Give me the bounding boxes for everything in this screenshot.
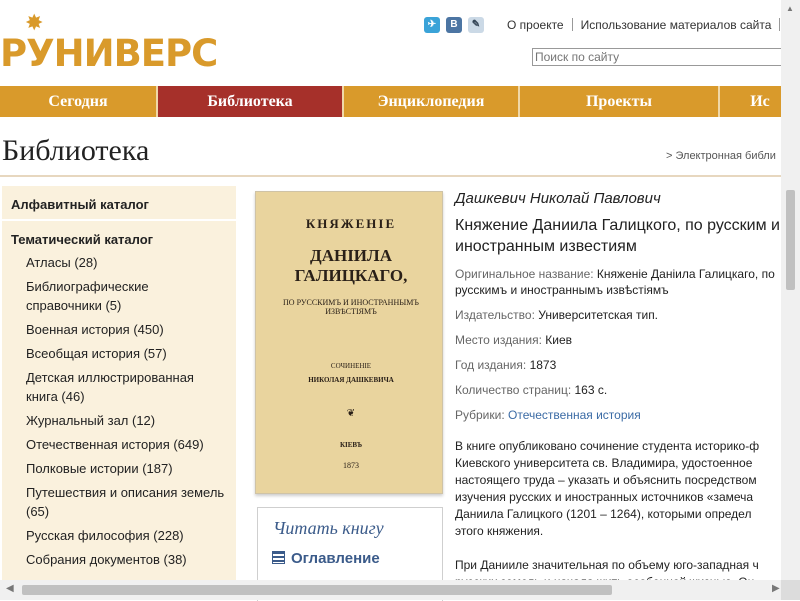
sidebar-item-russian-philosophy[interactable]: Русская философия (228) [26,528,184,543]
field-value: Университетская тип. [538,308,659,322]
sidebar-item-journal-hall[interactable]: Журнальный зал (12) [26,413,156,428]
scroll-thumb[interactable] [786,190,795,290]
field-label: Количество страниц: [455,383,572,397]
description-line: Киевского университета св. Владимира, удостоенное [455,456,753,470]
scrollbar-corner [781,580,800,600]
thematic-catalog-link[interactable]: Тематический каталог [11,232,154,247]
description-line: настоящего труда – указать и объяснить посредством [455,473,757,487]
alphabetical-catalog-link[interactable]: Алфавитный каталог [2,186,236,221]
year-row [455,357,785,373]
original-title-row [455,266,785,298]
description-line: Даниила Галицкого (1201 – 1264), которыми определ [455,507,752,521]
sidebar-item-documents[interactable]: Собрания документов (38) [26,552,187,567]
sidebar-item-regiment-histories[interactable]: Полковые истории (187) [26,461,173,476]
rubric-link[interactable]: Отечественная история [508,408,641,422]
nav-encyclopedia[interactable]: Энциклопедия [344,86,520,117]
sidebar-item-world-history[interactable]: Всеобщая история (57) [26,346,167,361]
book-description [455,438,785,591]
usage-link[interactable]: Использование материалов сайта [580,18,772,32]
description-line: этого княжения. [455,524,544,538]
book-cover-image[interactable] [255,191,443,494]
field-label: Рубрики: [455,408,505,422]
nav-projects[interactable]: Проекты [520,86,720,117]
sidebar-item-national-history[interactable]: Отечественная история (649) [26,437,204,452]
field-label: Оригинальное название: [455,267,594,281]
scroll-up-icon[interactable]: ▲ [786,4,794,13]
breadcrumb[interactable]: > Электронная библи [666,150,776,162]
book-info [455,190,785,423]
scroll-left-icon[interactable]: ◀ [6,583,14,594]
search-input[interactable] [532,48,798,66]
book-cover-content [264,196,438,489]
cover-line: ДАНIИЛА ГАЛИЦКАГО, [294,246,408,285]
field-label: Место издания: [455,333,542,347]
sidebar-item-travels[interactable]: Путешествия и описания земель (65) [26,485,225,519]
vertical-scrollbar[interactable] [781,0,800,580]
book-title: Княжение Даниила Галицкого, по русским и иностранным известиям [455,217,780,255]
logo-star-icon: ✸ [25,10,44,35]
field-label: Издательство: [455,308,535,322]
livejournal-icon[interactable]: ✎ [468,17,484,33]
read-book-link[interactable]: Читать книгу [273,518,384,538]
scroll-right-icon[interactable]: ▶ [772,583,780,594]
description-line: При Данииле значительная по объему юго-западная ч [455,558,759,572]
place-row [455,332,785,348]
divider [572,18,573,31]
description-line [455,540,785,557]
field-value: 1873 [529,358,557,372]
rubric-row [455,407,785,423]
description-line: изучения русских и иностранных источников «замеча [455,490,754,504]
horizontal-scrollbar[interactable] [0,580,800,600]
cover-line: КНЯЖЕНIЕ [305,216,397,231]
logo-text: РУНИВЕРС [0,32,218,75]
scroll-thumb[interactable] [22,585,612,595]
pages-row [455,382,785,398]
sidebar [2,186,236,600]
nav-history[interactable]: Ис [750,93,770,110]
thematic-list [2,247,236,569]
nav-library[interactable]: Библиотека [158,86,344,117]
sidebar-item-children-books[interactable]: Детская иллюстрированная книга (46) [26,370,194,404]
page-title: Библиотека [2,134,150,167]
cover-line: КIЕВЪ [339,441,363,449]
sidebar-item-atlases[interactable]: Атласы (28) [26,255,98,270]
publisher-row [455,307,785,323]
main-nav [0,86,800,117]
social-links [424,17,484,33]
top-links [507,18,797,32]
field-value: Киев [545,333,573,347]
field-value: Княженіе Даніила Галицкаго, по русскимъ и иностраннымъ извѣстіямъ [455,267,775,297]
cover-line: СОЧИНЕНIЕ [330,362,372,370]
about-link[interactable]: О проекте [507,18,564,32]
field-label: Год издания: [455,358,527,372]
telegram-icon[interactable]: ✈ [424,17,440,33]
cover-line: 1873 [343,461,359,470]
book-author[interactable]: Дашкевич Николай Павлович [455,190,661,207]
vk-icon[interactable]: В [446,17,462,33]
description-line: В книге опубликовано сочинение студента историко-ф [455,439,760,453]
cover-ornament-icon: ❦ [346,408,356,419]
field-value: 163 с. [574,383,608,397]
cover-line: ПО РУССКИМЪ И ИНОСТРАННЫМЪ ИЗВѢСТIЯМЪ [283,298,419,316]
sidebar-item-bibliography[interactable]: Библиографические справочники (5) [26,279,149,313]
sidebar-item-military-history[interactable]: Военная история (450) [26,322,164,337]
table-of-contents-link[interactable] [272,550,380,567]
cover-line: НИКОЛАЯ ДАШКЕВИЧА [308,376,394,384]
divider [0,175,800,177]
list-icon [272,551,285,564]
nav-today[interactable]: Сегодня [0,86,158,117]
toc-label: Оглавление [291,550,380,567]
